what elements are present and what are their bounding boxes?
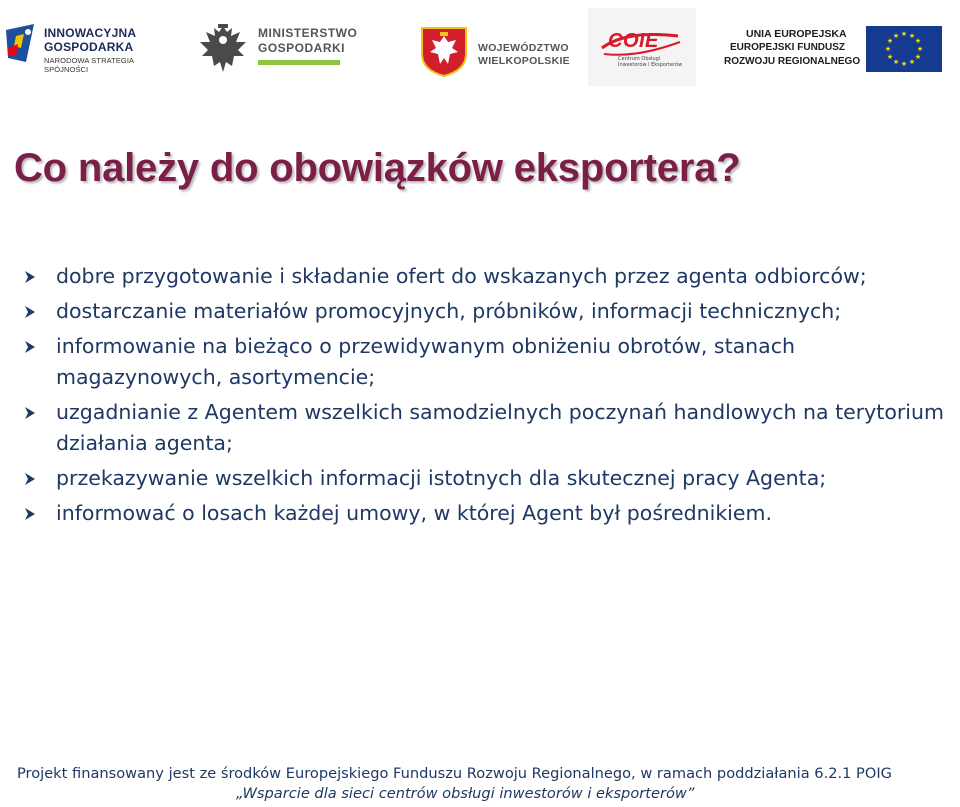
arrow-bullet-icon	[24, 270, 36, 284]
logo-strip	[0, 0, 960, 95]
bullet-list	[24, 261, 956, 533]
ministerstwo-green-bar	[258, 60, 340, 65]
coie-logo	[588, 8, 696, 86]
bullet-item	[24, 397, 956, 459]
footer-funding-note: Projekt finansowany jest ze środków Europejskiego Funduszu Rozwoju Regionalnego, w ramach poddziałania 6.2.1 POIG	[17, 765, 892, 782]
svg-text:★: ★	[886, 37, 894, 45]
slide-title: Co należy do obowiązków eksportera?	[14, 146, 741, 190]
arrow-bullet-icon	[24, 406, 36, 420]
bullet-text: informowanie na bieżąco o przewidywanym obniżeniu obrotów, stanach magazynowych, asortymencie;	[56, 334, 796, 389]
bullet-text: informować o losach każdej umowy, w której Agent był pośrednikiem.	[56, 501, 772, 525]
svg-text:★: ★	[884, 45, 892, 53]
coat-of-arms-icon	[418, 24, 470, 78]
ministerstwo-line1: MINISTERSTWO	[258, 26, 358, 40]
wojewodztwo-wielkopolskie-logo	[418, 24, 578, 79]
ministerstwo-line2: GOSPODARKI	[258, 41, 346, 55]
polish-eagle-icon	[196, 22, 250, 78]
svg-text:★: ★	[892, 32, 900, 40]
svg-text:★: ★	[908, 58, 916, 66]
arrow-bullet-icon	[24, 340, 36, 354]
svg-text:★: ★	[900, 30, 908, 38]
innowacyjna-gospodarka-logo	[4, 18, 164, 73]
bullet-item	[24, 463, 956, 494]
svg-text:★: ★	[914, 53, 922, 61]
bullet-text: dobre przygotowanie i składanie ofert do wskazanych przez agenta odbiorców;	[56, 264, 867, 288]
bullet-item	[24, 331, 956, 393]
bullet-text: uzgadnianie z Agentem wszelkich samodzielnych poczynań handlowych na terytorium działania agenta;	[56, 400, 944, 455]
coie-mark: COIE	[608, 30, 659, 52]
arrow-bullet-icon	[24, 472, 36, 486]
svg-text:★: ★	[916, 45, 924, 53]
coie-subtitle: Centrum Obsługi Inwestorów i Eksporterów	[618, 56, 683, 68]
innowacyjna-line2: GOSPODARKA	[44, 40, 134, 54]
svg-text:★: ★	[900, 60, 908, 68]
arrow-bullet-icon	[24, 507, 36, 521]
bullet-item	[24, 498, 956, 529]
ue-line1: UNIA EUROPEJSKA	[746, 28, 847, 40]
ministerstwo-gospodarki-logo	[196, 20, 356, 78]
svg-text:★: ★	[914, 37, 922, 45]
wojewodztwo-line1: WOJEWÓDZTWO	[478, 42, 569, 54]
arrow-bullet-icon	[24, 305, 36, 319]
bullet-item	[24, 296, 956, 327]
ue-line3: ROZWOJU REGIONALNEGO	[724, 56, 861, 67]
innowacyjna-line1: INNOWACYJNA	[44, 26, 137, 40]
svg-text:★: ★	[886, 53, 894, 61]
eu-stars-icon	[866, 26, 942, 72]
bullet-text: przekazywanie wszelkich informacji istotnych dla skutecznej pracy Agenta;	[56, 466, 827, 490]
footer-project-name: „Wsparcie dla sieci centrów obsługi inwestorów i eksporterów”	[236, 785, 695, 802]
svg-text:★: ★	[892, 58, 900, 66]
innowacyjna-gospodarka-mark-icon	[4, 22, 38, 66]
svg-text:★: ★	[908, 32, 916, 40]
eu-flag-icon	[866, 26, 942, 72]
bullet-item	[24, 261, 956, 292]
innowacyjna-line3: NARODOWA STRATEGIA SPÓJNOŚCI	[44, 56, 134, 74]
bullet-text: dostarczanie materiałów promocyjnych, próbników, informacji technicznych;	[56, 299, 842, 323]
ue-line2: EUROPEJSKI FUNDUSZ	[730, 42, 846, 53]
wojewodztwo-line2: WIELKOPOLSKIE	[478, 55, 570, 67]
unia-europejska-logo	[718, 26, 958, 76]
